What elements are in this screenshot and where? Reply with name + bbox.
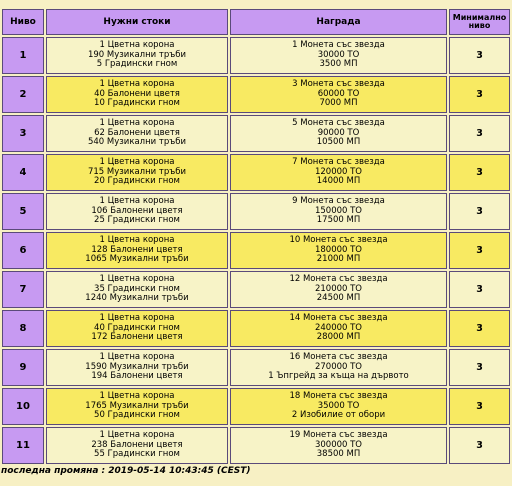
goods-line: 40 Градински гном (94, 322, 180, 333)
goods-line: 1 Цветна корона (99, 390, 175, 401)
level-cell: 7 (2, 271, 44, 308)
reward-line: 10 Монета със звезда (289, 234, 388, 245)
goods-line: 1 Цветна корона (99, 351, 175, 362)
header-goods: Нужни стоки (46, 9, 228, 35)
goods-line: 1 Цветна корона (99, 78, 175, 89)
goods-cell (46, 193, 228, 230)
reward-line: 24500 МП (316, 293, 361, 304)
header-min-level: Минимално ниво (449, 9, 510, 35)
reward-cell (230, 154, 447, 191)
table-row (2, 76, 510, 113)
level-cell: 5 (2, 193, 44, 230)
goods-line: 40 Балонени цветя (94, 88, 180, 99)
goods-line: 35 Градински гном (94, 283, 180, 294)
level-cell: 8 (2, 310, 44, 347)
goods-line: 1 Цветна корона (99, 429, 175, 440)
reward-line: 7 Монета със звезда (292, 156, 385, 167)
goods-line: 55 Градински гном (94, 449, 180, 460)
reward-cell (230, 388, 447, 425)
reward-line: 210000 ТО (314, 283, 363, 294)
reward-line: 28000 МП (316, 332, 361, 343)
table-body (2, 37, 510, 464)
goods-line: 1 Цветна корона (99, 156, 175, 167)
min-level-cell: 3 (449, 37, 510, 74)
reward-cell (230, 349, 447, 386)
goods-line: 1 Цветна корона (99, 117, 175, 128)
goods-cell (46, 115, 228, 152)
goods-cell (46, 310, 228, 347)
goods-line: 194 Балонени цветя (91, 371, 183, 382)
table-row (2, 427, 510, 464)
goods-line: 1 Цветна корона (99, 39, 175, 50)
reward-line: 12 Монета със звезда (289, 273, 388, 284)
reward-line: 1 Монета със звезда (292, 39, 385, 50)
table-row (2, 193, 510, 230)
goods-cell (46, 154, 228, 191)
level-cell: 6 (2, 232, 44, 269)
reward-cell (230, 427, 447, 464)
last-modified: последна промяна : 2019-05-14 10:43:45 (CEST) (1, 466, 251, 476)
min-level-cell: 3 (449, 310, 510, 347)
goods-line: 540 Музикални тръби (87, 137, 186, 148)
min-level-cell: 3 (449, 76, 510, 113)
header-level: Ниво (2, 9, 44, 35)
reward-cell (230, 271, 447, 308)
goods-line: 1 Цветна корона (99, 234, 175, 245)
table-row (2, 37, 510, 74)
reward-cell (230, 37, 447, 74)
reward-line: 5 Монета със звезда (292, 117, 385, 128)
reward-line: 90000 ТО (317, 127, 360, 138)
goods-line: 1 Цветна корона (99, 312, 175, 323)
goods-line: 25 Градински гном (94, 215, 180, 226)
reward-line: 3 Монета със звезда (292, 78, 385, 89)
level-cell: 11 (2, 427, 44, 464)
goods-cell (46, 349, 228, 386)
goods-line: 1 Цветна корона (99, 195, 175, 206)
goods-line: 238 Балонени цветя (91, 439, 183, 450)
goods-line: 5 Градински гном (96, 59, 178, 70)
reward-line: 7000 МП (319, 98, 358, 109)
reward-line: 120000 ТО (314, 166, 363, 177)
reward-line: 38500 МП (316, 449, 361, 460)
min-level-cell: 3 (449, 388, 510, 425)
goods-line: 128 Балонени цветя (91, 244, 183, 255)
reward-line: 10500 МП (316, 137, 361, 148)
reward-line: 180000 ТО (314, 244, 363, 255)
reward-line: 14000 МП (316, 176, 361, 187)
min-level-cell: 3 (449, 349, 510, 386)
min-level-cell: 3 (449, 193, 510, 230)
reward-line: 16 Монета със звезда (289, 351, 388, 362)
goods-line: 1 Цветна корона (99, 273, 175, 284)
goods-cell (46, 388, 228, 425)
reward-line: 14 Монета със звезда (289, 312, 388, 323)
reward-line: 18 Монета със звезда (289, 390, 388, 401)
reward-line: 3500 МП (319, 59, 358, 70)
table-row (2, 388, 510, 425)
min-level-cell: 3 (449, 154, 510, 191)
reward-line: 150000 ТО (314, 205, 363, 216)
reward-line: 17500 МП (316, 215, 361, 226)
goods-line: 190 Музикални тръби (87, 49, 186, 60)
reward-line: 2 Изобилие от обори (291, 410, 386, 421)
goods-line: 715 Музикални тръби (87, 166, 186, 177)
reward-line: 60000 ТО (317, 88, 360, 99)
reward-line: 240000 ТО (314, 322, 363, 333)
goods-line: 1765 Музикални тръби (85, 400, 189, 411)
reward-line: 270000 ТО (314, 361, 363, 372)
level-cell: 4 (2, 154, 44, 191)
min-level-cell: 3 (449, 232, 510, 269)
min-level-cell: 3 (449, 427, 510, 464)
reward-line: 19 Монета със звезда (289, 429, 388, 440)
table-row (2, 271, 510, 308)
goods-line: 1590 Музикални тръби (85, 361, 189, 372)
goods-cell (46, 427, 228, 464)
header-reward: Награда (230, 9, 447, 35)
table-row (2, 349, 510, 386)
goods-cell (46, 232, 228, 269)
table-header-row (2, 9, 510, 35)
goods-line: 20 Градински гном (94, 176, 180, 187)
reward-cell (230, 232, 447, 269)
goods-line: 62 Балонени цветя (94, 127, 180, 138)
reward-line: 21000 МП (316, 254, 361, 265)
goods-line: 10 Градински гном (94, 98, 180, 109)
level-cell: 10 (2, 388, 44, 425)
table-row (2, 154, 510, 191)
goods-line: 50 Градински гном (94, 410, 180, 421)
reward-line: 30000 ТО (317, 49, 360, 60)
goods-line: 172 Балонени цветя (91, 332, 183, 343)
table-row (2, 115, 510, 152)
reward-cell (230, 115, 447, 152)
level-cell: 2 (2, 76, 44, 113)
reward-cell (230, 193, 447, 230)
table-row (2, 310, 510, 347)
reward-cell (230, 76, 447, 113)
min-level-cell: 3 (449, 271, 510, 308)
goods-cell (46, 37, 228, 74)
level-cell: 1 (2, 37, 44, 74)
goods-line: 1065 Музикални тръби (85, 254, 189, 265)
table-row (2, 232, 510, 269)
goods-line: 106 Балонени цветя (91, 205, 183, 216)
reward-line: 300000 ТО (314, 439, 363, 450)
min-level-cell: 3 (449, 115, 510, 152)
goods-cell (46, 76, 228, 113)
rewards-table (0, 7, 512, 466)
reward-line: 1 Ъпгрейд за къща на дървото (268, 371, 409, 382)
level-cell: 3 (2, 115, 44, 152)
goods-line: 1240 Музикални тръби (85, 293, 189, 304)
reward-line: 9 Монета със звезда (292, 195, 385, 206)
level-cell: 9 (2, 349, 44, 386)
reward-line: 35000 ТО (317, 400, 360, 411)
reward-cell (230, 310, 447, 347)
goods-cell (46, 271, 228, 308)
